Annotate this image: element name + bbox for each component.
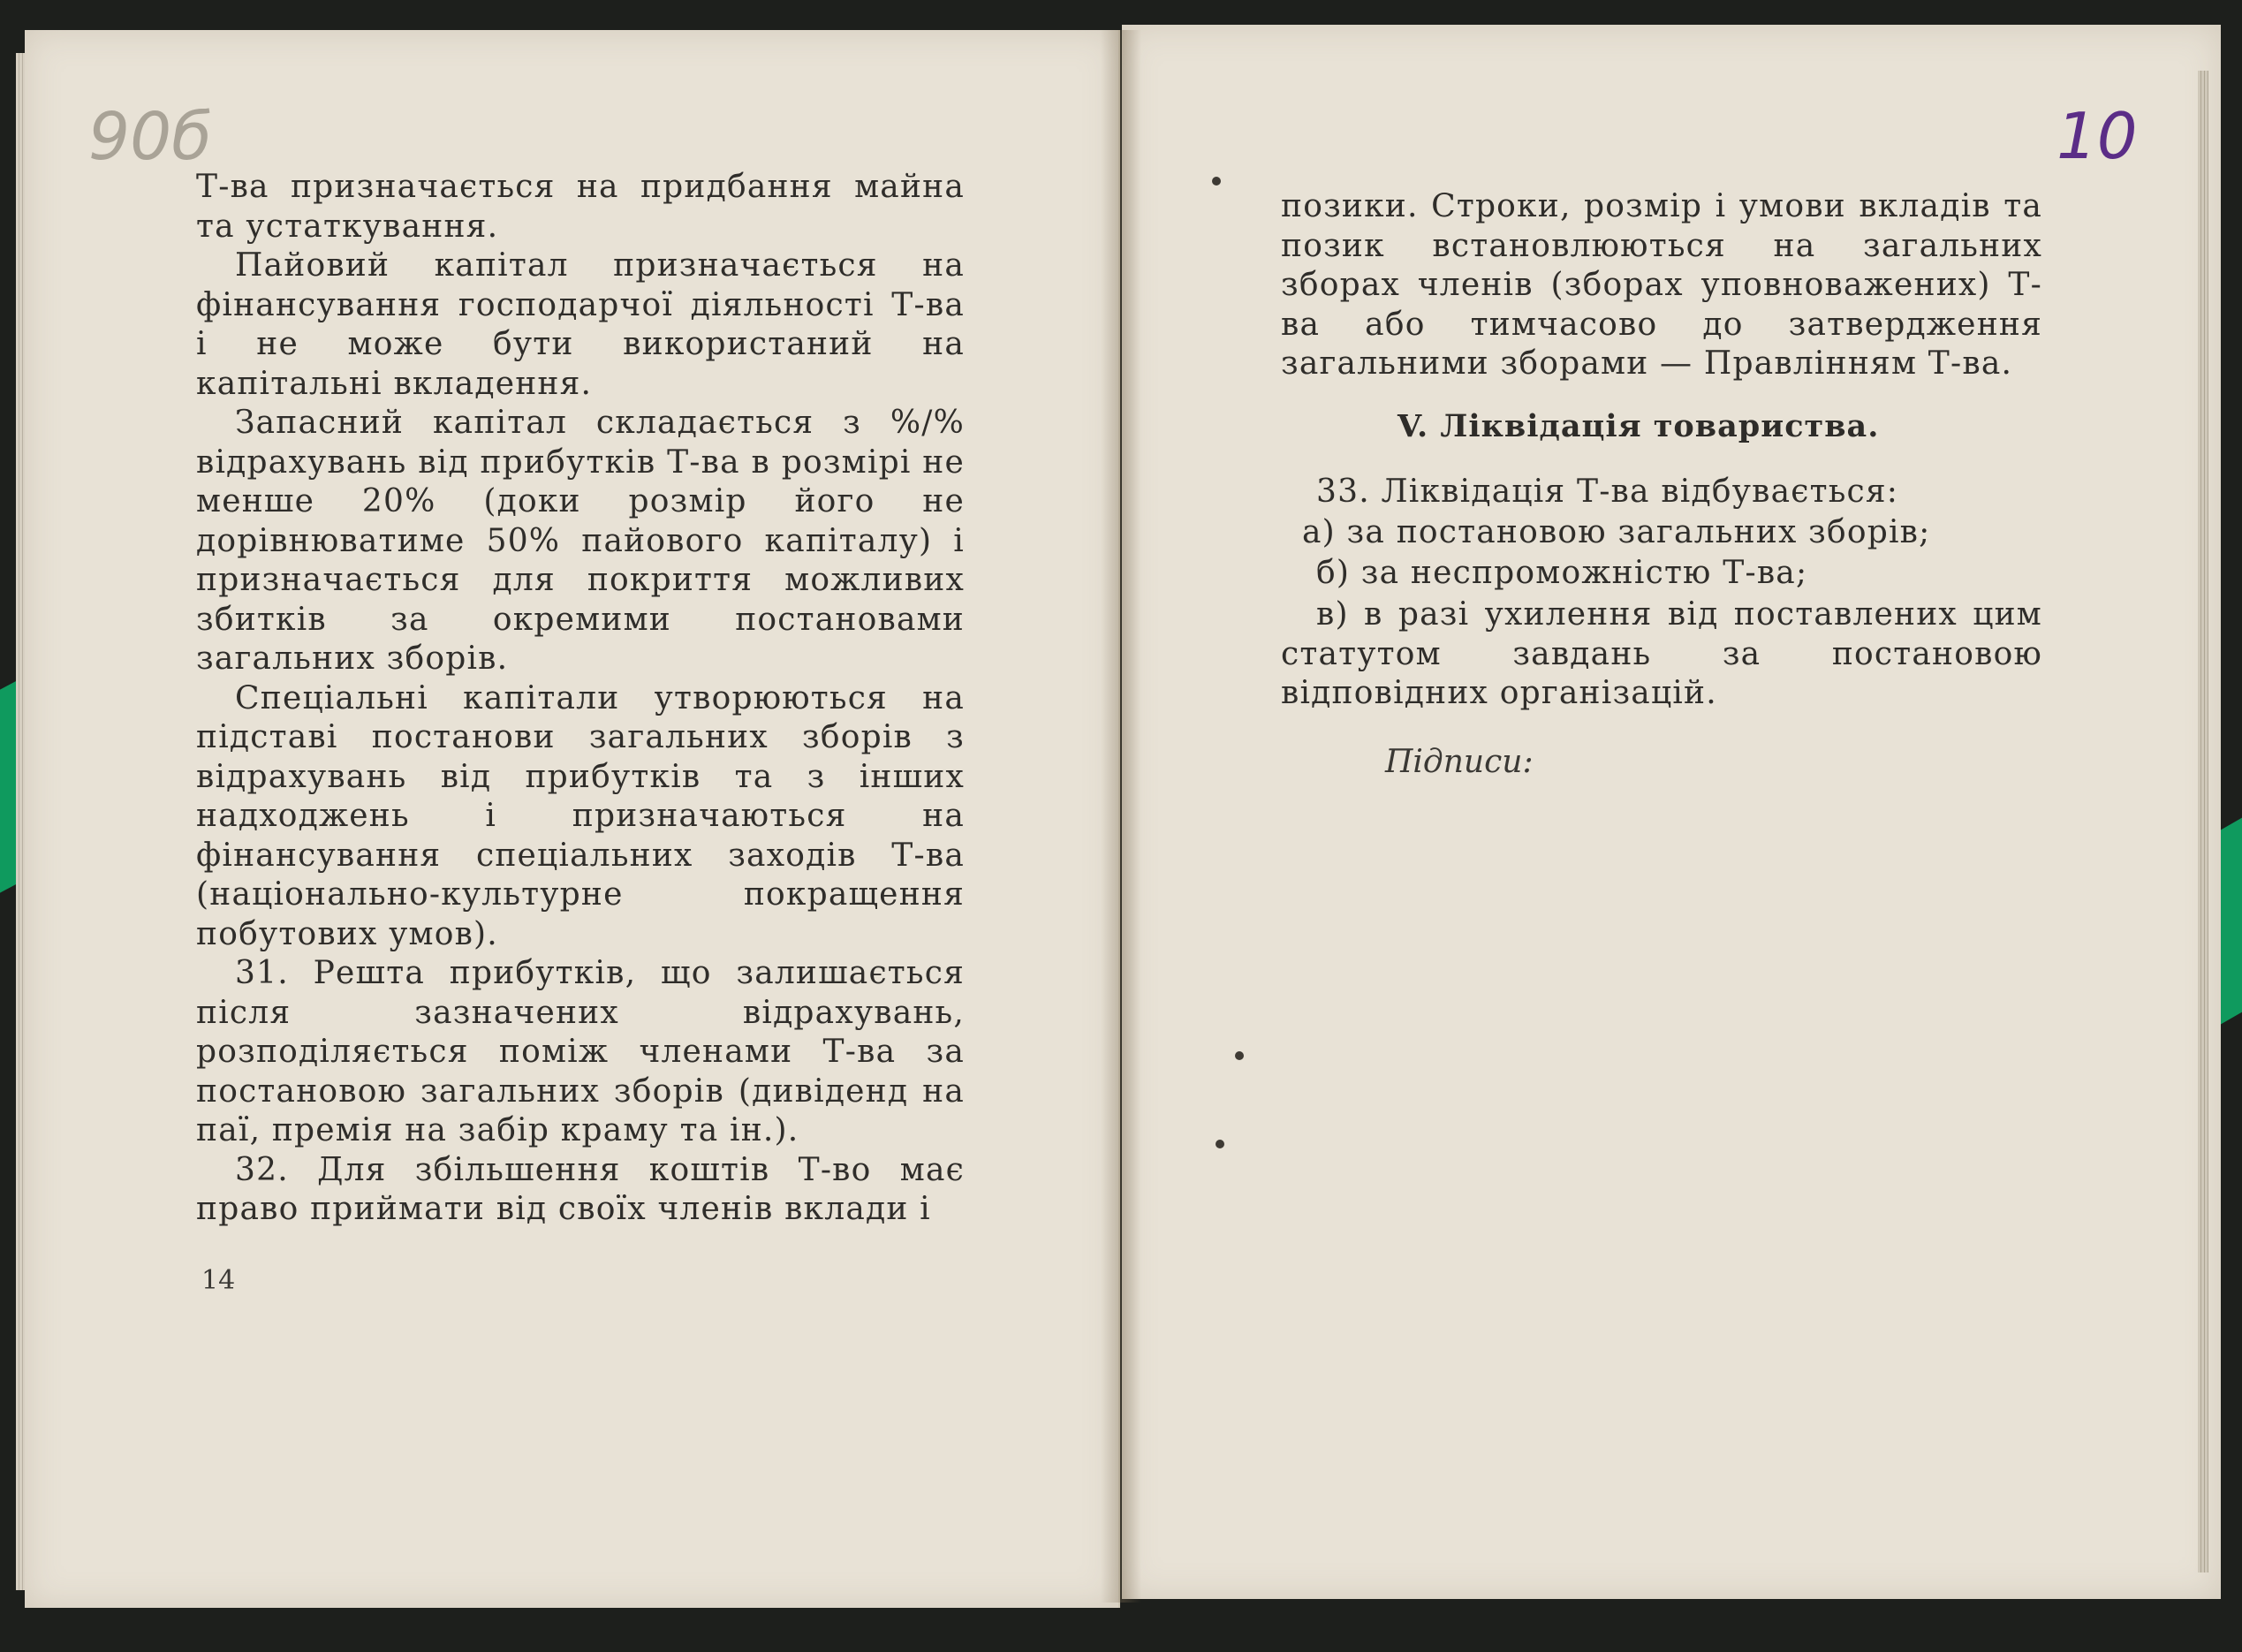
paragraph: 31. Решта прибутків, що залишається після зазначених відрахувань, розподіляється поміж членами Т-ва за постановою загальних зборів (дивіденд на паї, премія на забір краму та ін.). <box>196 955 965 1148</box>
paragraph: позики. Строки, розмір і умови вкладів та позик встановлюються на загальних зборах членів (зборах уповноважених) Т-ва або тимчасово до затвердження загальними зборами — Правлінням Т-ва. <box>1281 188 2042 382</box>
clause-33-intro: 33. Ліквідація Т-ва відбувається: <box>1316 474 1899 510</box>
handwritten-page-mark-right: 10 <box>2056 99 2138 173</box>
clause-33-item-b: б) за неспроможністю Т-ва; <box>1316 555 1808 591</box>
book-gutter <box>1101 30 1141 1603</box>
paragraph: 32. Для збільшення коштів Т-во має право приймати від своїх членів вклади і <box>196 1151 965 1227</box>
paragraph: Т-ва призначається на придбання майна та устаткування. <box>196 169 965 245</box>
binding-hole <box>1235 1051 1244 1060</box>
binding-hole <box>1216 1140 1224 1148</box>
paragraph: Запасний капітал складається з %/% відрахувань від прибутків Т-ва в розмірі не менше 20% (доки розмір його не дорівнюватиме 50% пайового капіталу) і призначається для покриття можливих збитків за окремими постановами загальних зборів. <box>196 405 965 677</box>
right-page-edges <box>2198 71 2208 1572</box>
clause-33-item-c: в) в разі ухилення від поставлених цим статутом завдань за постановою відповідних організацій. <box>1281 596 2042 711</box>
paragraph: Пайовий капітал призначається на фінансування господарчої діяльності Т-ва і не може бути використаний на капітальні вкладення. <box>196 247 965 402</box>
section-heading: V. Ліквідація товариства. <box>1397 408 1880 444</box>
right-page-text <box>1281 187 2042 384</box>
binding-hole <box>1212 177 1221 186</box>
paragraph: Спеціальні капітали утворюються на підставі постанови загальних зборів з відрахувань від прибутків та з інших надходжень і призначаються на фінансування спеціальних заходів Т-ва (національно-культурне покращення побутових умов). <box>196 679 965 952</box>
left-page-text <box>196 168 965 1230</box>
clause-33-item-a: а) за постановою загальних зборів; <box>1302 514 1931 550</box>
signatures-label: Підписи: <box>1385 744 1534 780</box>
handwritten-page-mark-left: 90б <box>88 99 212 175</box>
page-number: 14 <box>201 1265 236 1296</box>
